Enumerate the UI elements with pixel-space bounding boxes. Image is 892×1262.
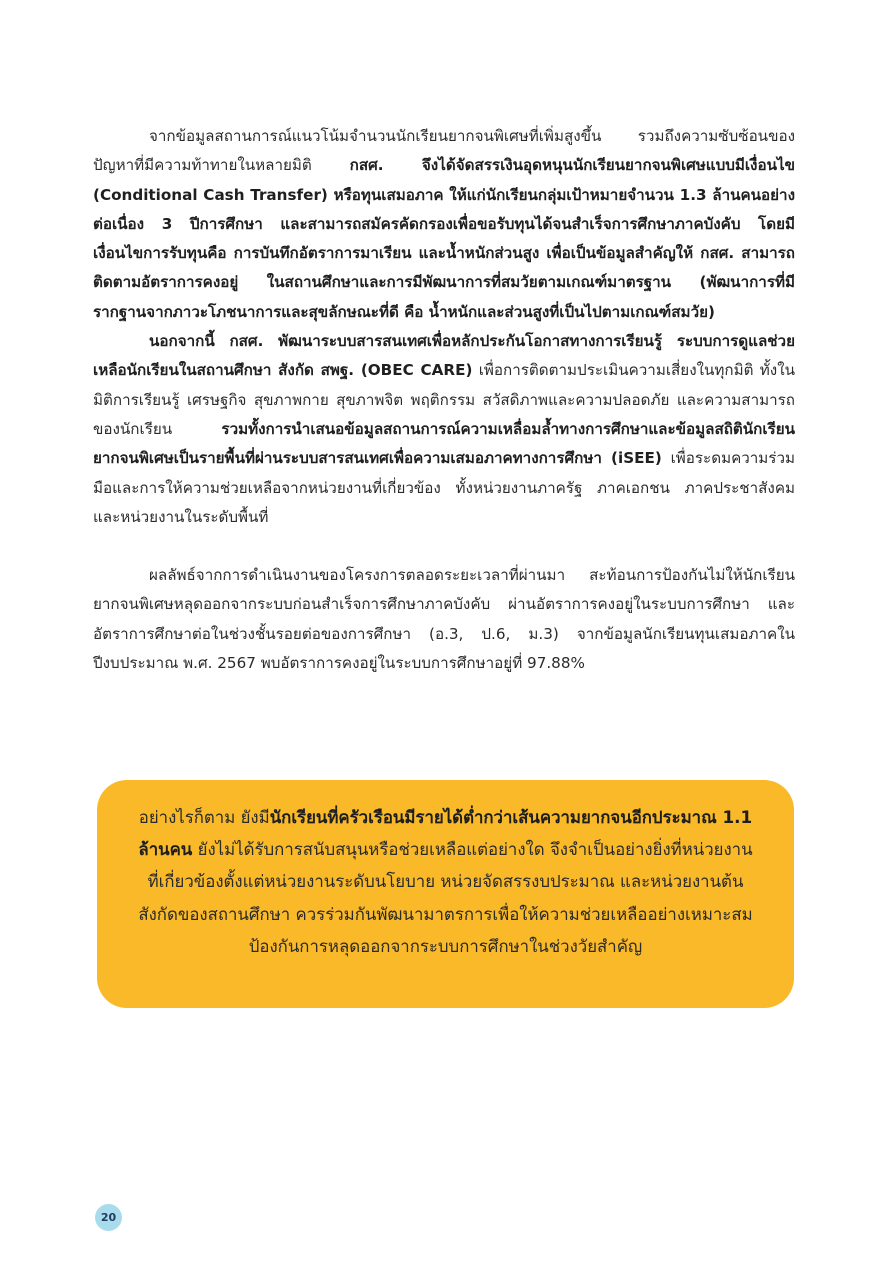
paragraph-cct-bold: กสศ. จึงได้จัดสรรเงินอุดหนุนนักเรียนยากจนพิเศษแบบมีเงื่อนไข (Conditional Cash Transfer) หรือทุนเสมอภาค ให้แก่นักเรียนกลุ่มเป้าหมายจำนวน 1.3 ล้านคนอย่างต่อเนื่อง 3 ปีการศึกษา และสามารถสมัครคัดกรองเพื่อขอรับทุนได้จนสำเร็จการศึกษาภาคบังคับ โดยมีเงื่อนไขการรับทุนคือ การบันทึกอัตราการมาเรียน และน้ำหนักส่วนสูง เพื่อเป็นข้อมูลสำคัญให้ กสศ. สามารถติดตามอัตราการคงอยู่ ในสถานศึกษาและการมีพัฒนาการที่สมวัยตามเกณฑ์มาตรฐาน (พัฒนาการที่มีรากฐานจากภาวะโภชนาการและสุขลักษณะที่ดี คือ น้ำหนักและส่วนสูงที่เป็นไปตามเกณฑ์สมวัย) (93, 156, 795, 321)
paragraph-results-text: ผลลัพธ์จากการดำเนินงานของโครงการตลอดระยะเวลาที่ผ่านมา สะท้อนการป้องกันไม่ให้นักเรียนยากจนพิเศษหลุดออกจากระบบก่อนสำเร็จการศึกษาภาคบังคับ ผ่านอัตราการคงอยู่ในระบบการศึกษา และอัตราการศึกษาต่อในช่วงชั้นรอยต่อของการศึกษา (อ.3, ป.6, ม.3) จากข้อมูลนักเรียนทุนเสมอภาคในปีงบประมาณ พ.ศ. 2567 พบอัตราการคงอยู่ในระบบการศึกษาอยู่ที่ 97.88% (93, 566, 795, 673)
paragraph-systems-text-2: เพื่อระดมความร่วมมือและการให้ความช่วยเหลือจากหน่วยงานที่เกี่ยวข้อง ทั้งหน่วยงานภาครัฐ ภาคเอกชน ภาคประชาสังคม และหน่วยงานในระดับพื้นที่ (93, 449, 796, 526)
paragraph-results (93, 561, 795, 678)
paragraph-systems (93, 327, 795, 532)
paragraph-cct-text: จากข้อมูลสถานการณ์แนวโน้มจำนวนนักเรียนยากจนพิเศษที่เพิ่มสูงขึ้น รวมถึงความซับซ้อนของปัญหาที่มีความท้าทายในหลายมิติ (93, 127, 795, 175)
paragraph-systems-text-1: เพื่อการติดตามประเมินความเสี่ยงในทุกมิติ ทั้งในมิติการเรียนรู้ เศรษฐกิจ สุขภาพกาย สุขภาพจิต พฤติกรรม สวัสดิภาพและความปลอดภัย และความสามารถของนักเรียน (93, 361, 795, 438)
callout-bold: นักเรียนที่ครัวเรือนมีรายได้ต่ำกว่าเส้นความยากจนอีกประมาณ 1.1 ล้านคน (138, 807, 753, 860)
callout-text-1: อย่างไรก็ตาม ยังมี (138, 807, 270, 827)
paragraph-systems-bold-1: นอกจากนี้ กสศ. พัฒนาระบบสารสนเทศเพื่อหลักประกันโอกาสทางการเรียนรู้ ระบบการดูแลช่วยเหลือนักเรียนในสถานศึกษา สังกัด สพฐ. (OBEC CARE) (93, 332, 795, 380)
page-number-badge: 20 (95, 1204, 122, 1231)
paragraph-cct (93, 122, 795, 327)
paragraph-systems-bold-2: รวมทั้งการนำเสนอข้อมูลสถานการณ์ความเหลื่อมล้ำทางการศึกษาและข้อมูลสถิตินักเรียนยากจนพิเศษเป็นรายพื้นที่ผ่านระบบสารสนเทศเพื่อความเสมอภาคทางการศึกษา (iSEE) (93, 419, 795, 468)
highlight-callout (97, 780, 794, 1008)
callout-text-2: ยังไม่ได้รับการสนับสนุนหรือช่วยเหลือแต่อย่างใด จึงจำเป็นอย่างยิ่งที่หน่วยงานที่เกี่ยวข้องตั้งแต่หน่วยงานระดับนโยบาย หน่วยจัดสรรงบประมาณ และหน่วยงานต้นสังกัดของสถานศึกษา ควรร่วมกันพัฒนามาตรการเพื่อให้ความช่วยเหลืออย่างเหมาะสม ป้องกันการหลุดออกจากระบบการศึกษาในช่วงวัยสำคัญ (138, 839, 753, 956)
body-text (93, 122, 795, 678)
